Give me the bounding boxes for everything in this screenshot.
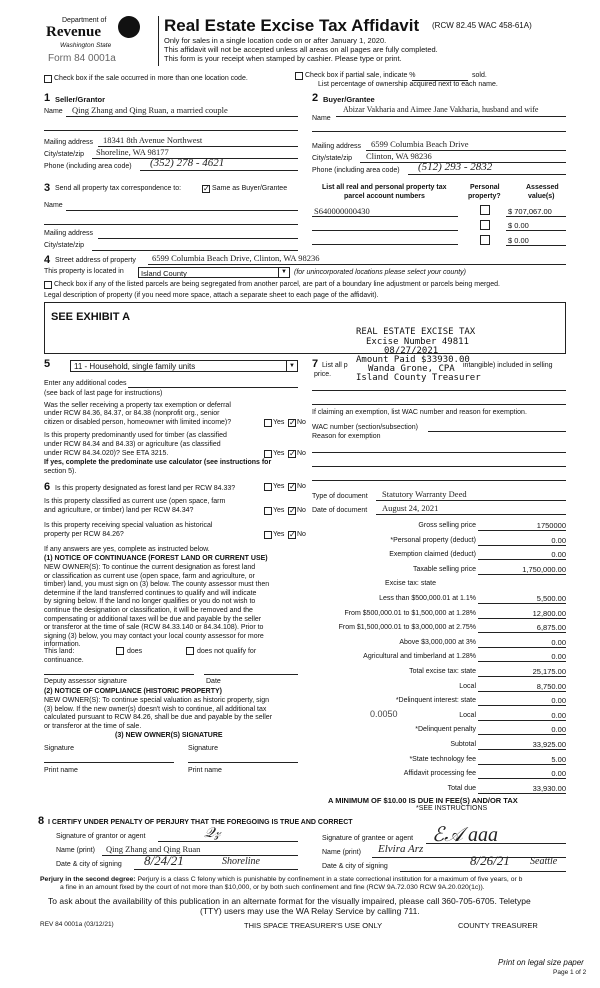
if-any-note: If any answers are yes, complete as instructed below. (44, 546, 210, 553)
buyer-city-label: City/state/zip (312, 155, 353, 162)
sig-label-left: Signature (44, 745, 74, 752)
notice-line: or classification as current use (open space, farm and agriculture, or (44, 572, 255, 580)
deputy-sig-label: Deputy assessor signature (44, 678, 127, 685)
buyer-city-value[interactable]: Clinton, WA 98236 (366, 151, 432, 161)
current-use-q-1: Is this property classified as current use (open space, farm (44, 498, 226, 505)
sold-label: sold. (472, 72, 487, 79)
grantee-name-value[interactable]: Elvira Arz (378, 843, 424, 855)
calc-value[interactable]: 33,925.00 (532, 740, 566, 749)
sec3-name-label: Name (44, 202, 63, 209)
grantor-city-value[interactable]: Shoreline (222, 856, 260, 867)
revenue-logo-text: Revenue (46, 24, 101, 40)
seller-phone-label: Phone (including area code) (44, 163, 132, 170)
excise-stamp-1: REAL ESTATE EXCISE TAX (356, 327, 476, 337)
grantee-date-label: Date & city of signing (322, 863, 388, 870)
buyer-heading: Buyer/Grantee (323, 95, 375, 104)
sec7-line-1 (312, 390, 566, 391)
historic-q-1: Is this property receiving special valuation as historical (44, 522, 213, 529)
page-number: Page 1 of 2 (553, 969, 587, 976)
sig-label-right: Signature (188, 745, 218, 752)
partial-sale-checkbox[interactable] (295, 72, 303, 80)
calc-line (478, 676, 566, 677)
calc-value[interactable]: 12,800.00 (532, 608, 566, 618)
assessed-line-1 (506, 216, 566, 217)
grantor-sig-label: Signature of grantor or agent (56, 833, 146, 840)
parcel-col-header-1: List all real and personal property tax (322, 184, 447, 191)
sec3-mail-line (98, 238, 298, 239)
calc-value[interactable]: 6,875.00 (536, 623, 566, 633)
same-as-buyer-checkbox[interactable]: ✓ (203, 184, 210, 193)
section-6-number: 6 (44, 481, 51, 493)
notice-line: or transferor at the time of sale (RCW 84.33.140 or 84.34.108). Prior to (44, 624, 264, 632)
calc-label: Gross selling price (418, 522, 476, 529)
section-4-number: 4 (44, 254, 51, 266)
calc-line (478, 603, 566, 604)
notice-line: (3) below. If the new owner(s) doesn't wish to continue, all additional tax (44, 705, 267, 713)
sig-line-left (44, 762, 174, 763)
calc-line (478, 793, 566, 794)
historic-yes-checkbox[interactable] (264, 531, 272, 539)
section-3-number: 3 (44, 182, 51, 194)
calc-line (478, 574, 566, 575)
seller-city-value[interactable]: Shoreline, WA 98177 (96, 147, 169, 157)
timber-no-label: No (297, 450, 306, 457)
excise-stamp-5: Wanda Grone, CPA (368, 364, 455, 374)
notice-line: calculated pursuant to RCW 84.26, shall be due and payable by the seller (44, 714, 273, 722)
exemption-no-label: No (297, 419, 306, 426)
calc-value[interactable]: 8,750.00 (536, 681, 566, 691)
perjury-heading: Perjury in the second degree: (40, 876, 136, 883)
current-use-q-2: and agriculture, or timber) land per RCW 84.34? (44, 507, 194, 514)
calc-line (478, 720, 566, 721)
calc-label: Local (459, 711, 476, 719)
seller-name-line-2 (44, 130, 298, 131)
subtitle-3: This form is your receipt when stamped by cashier. Please type or print. (164, 54, 402, 63)
parcel-line-3 (312, 244, 458, 245)
calc-label: Less than $500,000.01 at 1.1% (379, 595, 476, 602)
buyer-phone-label: Phone (including area code) (312, 167, 400, 174)
calc-label: Taxable selling price (412, 565, 476, 573)
print-name-right: Print name (188, 767, 222, 774)
boundary-label: Check box if any of the listed parcels are being segregated from another parcel, are part of a boundary line adjustment or parcels being merged. (54, 281, 500, 288)
notice-line: NEW OWNER(S): To continue the current designation as forest land (44, 564, 256, 571)
grantor-name-value[interactable]: Qing Zhang and Qing Ruan (106, 844, 201, 854)
seller-phone-line (140, 170, 298, 171)
doc-type-label: Type of document (312, 493, 368, 500)
section-1-number: 1 (44, 92, 51, 104)
current-use-yes-checkbox[interactable] (264, 507, 272, 515)
does-label: does (127, 648, 143, 655)
calc-value[interactable]: 1,750,000.00 (522, 564, 566, 574)
form-number: Form 84 0001a (48, 53, 116, 64)
parcel-line-2 (312, 230, 458, 231)
exemption-q-3: citizen or disabled person, homeowner with limited income)? (44, 419, 232, 426)
subtitle-1: Only for sales in a single location code on or after January 1, 2020. (164, 36, 387, 45)
timber-yes-checkbox[interactable] (264, 450, 272, 458)
calc-line (478, 618, 566, 619)
exemption-yes-label: Yes (273, 419, 285, 426)
sec7-text-3: intangible) included in selling (463, 362, 553, 369)
legal-desc-label: Legal description of property (if you need more space, attach a separate sheet to each page of the affidavit). (44, 292, 379, 299)
legal-desc-box[interactable] (44, 302, 566, 354)
notice-line: information. (44, 641, 81, 649)
sec7-line-2 (312, 404, 566, 405)
calc-line (478, 647, 566, 648)
partial-sale-label: Check box if partial sale, indicate % (305, 72, 416, 79)
assessed-col-header-2: value(s) (528, 193, 555, 200)
sec3-name-line (66, 210, 298, 211)
deputy-date-label: Date (206, 678, 221, 685)
doc-date-value[interactable]: August 24, 2021 (382, 503, 439, 513)
current-use-no-label: No (297, 507, 306, 514)
seller-mail-value[interactable]: 18341 8th Avenue Northwest (103, 135, 203, 145)
calc-line (478, 545, 566, 546)
assessed-line-2 (506, 230, 566, 231)
calc-label: Affidavit processing fee (403, 770, 476, 778)
does-checkbox[interactable] (116, 647, 124, 655)
personal-col-header-1: Personal (470, 184, 500, 191)
revenue-logo-icon (118, 16, 140, 38)
calc-line (478, 734, 566, 735)
personal-property-checkbox-3[interactable] (480, 235, 490, 245)
personal-col-header-2: property? (468, 193, 501, 200)
calc-label: Local (459, 682, 476, 690)
grantor-name-label: Name (print) (56, 847, 95, 854)
chevron-down-icon[interactable]: ▼ (286, 361, 297, 371)
forest-q: Is this property designated as forest land per RCW 84.33? (55, 485, 236, 492)
sec3-city-label: City/state/zip (44, 242, 85, 249)
seller-name-value[interactable]: Qing Zhang and Qing Ruan, a married couple (72, 105, 228, 115)
parcel-line-1 (312, 216, 458, 217)
forest-yes-checkbox[interactable] (264, 483, 272, 491)
reason-line-1 (312, 452, 566, 453)
print-name-left: Print name (44, 767, 78, 774)
assessed-line-3 (506, 245, 566, 246)
wac-number-line (428, 431, 566, 432)
rcw-reference: (RCW 82.45 WAC 458-61A) (432, 21, 532, 30)
county-select[interactable] (138, 267, 290, 278)
addl-codes-label: Enter any additional codes (44, 380, 127, 387)
section-2-number: 2 (312, 92, 319, 104)
timber-q-1: Is this property predominantly used for timber (as classified (44, 432, 227, 439)
sec3-city-line (92, 250, 298, 251)
certify-statement: I CERTIFY UNDER PENALTY OF PERJURY THAT THE FOREGOING IS TRUE AND CORRECT (48, 819, 353, 826)
assessed-value-3[interactable]: $ 0.00 (508, 236, 529, 245)
timber-q-3: under RCW 84.34.020)? See ETA 3215. (44, 450, 169, 457)
calc-label: Subtotal (450, 741, 476, 748)
personal-property-checkbox-1[interactable] (480, 205, 490, 215)
located-label: This property is located in (44, 268, 124, 275)
grantor-date-label: Date & city of signing (56, 861, 122, 868)
legal-size-note: Print on legal size paper (498, 958, 584, 967)
seller-name-line (66, 116, 298, 117)
buyer-phone-line (408, 174, 566, 175)
calc-label: *Personal property (deduct) (390, 536, 476, 544)
uninc-note: (for unincorporated locations please select your county) (294, 269, 466, 276)
notice-line: by signing below. If the land no longer qualifies or you do not wish to (44, 598, 256, 606)
calc-value[interactable]: 0.00 (551, 710, 566, 720)
calc-line (478, 749, 566, 750)
historic-q-2: property per RCW 84.26? (44, 531, 124, 538)
seller-city-label: City/state/zip (44, 151, 85, 158)
sec3-name-line-2 (44, 224, 298, 225)
exemption-q-2: under RCW 84.36, 84.37, or 84.38 (nonprofit org., senior (44, 410, 220, 417)
wac-number-label: WAC number (section/subsection) (312, 424, 418, 431)
reason-line-3 (312, 480, 566, 481)
legal-desc-value: SEE EXHIBIT A (51, 311, 131, 323)
local-rate: 0.0050 (370, 709, 398, 719)
does-not-label: does not qualify for (197, 648, 257, 655)
rev-form-id: REV 84 0001a (03/12/21) (40, 921, 114, 928)
exemption-wac-note: If claiming an exemption, list WAC number and reason for exemption. (312, 409, 527, 416)
alt-format-2: (TTY) users may use the WA Relay Service by calling 711. (200, 906, 420, 916)
notice-line: NEW OWNER(S): To continue special valuation as historic property, sign (44, 697, 269, 704)
county-treasurer-label: COUNTY TREASURER (458, 921, 538, 930)
street-value[interactable]: 6599 Columbia Beach Drive, Clinton, WA 98236 (152, 253, 320, 263)
exemption-no-checkbox[interactable]: ✓ (289, 418, 296, 427)
chevron-down-icon[interactable]: ▼ (278, 268, 289, 277)
excise-stamp-3: 08/27/2021 (384, 346, 439, 356)
current-use-yes-label: Yes (273, 507, 285, 514)
boundary-checkbox[interactable] (44, 281, 52, 289)
assessed-value-2[interactable]: $ 0.00 (508, 221, 529, 230)
calc-value[interactable]: 0.00 (551, 535, 566, 545)
multi-location-label: Check box if the sale occurred in more than one location code. (54, 75, 248, 82)
deputy-date-line (204, 674, 298, 675)
forest-yes-label: Yes (273, 483, 285, 490)
calc-line (478, 778, 566, 779)
buyer-mail-value[interactable]: 6599 Columbia Beach Drive (371, 139, 469, 149)
calc-value[interactable]: 25,175.00 (532, 667, 566, 676)
page-title: Real Estate Excise Tax Affidavit (164, 16, 420, 35)
exemption-yes-checkbox[interactable] (264, 419, 272, 427)
calc-value[interactable]: 0.00 (551, 769, 566, 779)
perjury-line-1 (40, 876, 522, 883)
calc-value[interactable]: 33,930.00 (532, 783, 566, 793)
buyer-name-line-2 (312, 131, 566, 132)
county-select-value: Island County (141, 269, 187, 278)
sec7-text-1: List all p (322, 362, 348, 369)
current-use-no-checkbox[interactable]: ✓ (289, 506, 296, 515)
doc-date-label: Date of document (312, 507, 368, 514)
calc-line (478, 691, 566, 692)
calc-line (478, 661, 566, 662)
calc-value[interactable]: 5.00 (551, 754, 566, 764)
divider-vertical (158, 16, 159, 66)
exemption-q-1: Was the seller receiving a property tax exemption or deferral (44, 402, 231, 409)
calc-line (478, 632, 566, 633)
notice-line: determine if the land transferred continues to qualify and will indicate (44, 589, 257, 597)
new-owner-sig-heading: (3) NEW OWNER(S) SIGNATURE (115, 732, 223, 739)
exemption-reason-label: Reason for exemption (312, 433, 381, 440)
subtitle-2: This affidavit will not be accepted unless all areas on all pages are fully completed. (164, 45, 438, 54)
treasurer-use-label: THIS SPACE TREASURER'S USE ONLY (244, 921, 383, 930)
notice-line: signing (3) below, you may contact your local county assessor for more (44, 632, 264, 640)
timber-note-1: If yes, complete the predominate use calculator (see instructions for (44, 459, 272, 466)
alt-format-1: To ask about the availability of this publication in an alternate format for the visually impaired, please call 360-705-6705. Teletype (48, 896, 531, 906)
timber-q-2: under RCW 84.34 and 84.33) or agriculture (as classified (44, 441, 221, 448)
calc-line (478, 705, 566, 706)
buyer-name-line (336, 116, 566, 117)
calc-label: Total due (447, 784, 476, 792)
perjury-text-1: Perjury is a class C felony which is punishable by confinement in a state correctional institution for a maximum of five years, or b (137, 876, 523, 883)
calc-label: *Delinquent interest: state (395, 697, 476, 705)
buyer-phone-value[interactable]: (512) 293 - 2832 (418, 161, 493, 173)
notice-line: timber) land, you must sign on (3) below. The county assessor must then (44, 581, 270, 589)
calc-value[interactable]: 1750000 (536, 521, 566, 530)
buyer-name-label: Name (312, 115, 331, 122)
forest-no-checkbox[interactable]: ✓ (289, 482, 296, 491)
calc-label: *Delinquent penalty (415, 726, 476, 734)
calc-label: Excise tax: state (385, 580, 436, 588)
calc-value[interactable]: 0.00 (551, 725, 566, 735)
timber-no-checkbox[interactable]: ✓ (289, 449, 296, 458)
grantor-date-line (134, 869, 298, 870)
forest-no-label: No (297, 483, 306, 490)
section-8-number: 8 (38, 815, 45, 827)
grantor-date-value[interactable]: 8/24/21 (144, 853, 184, 868)
seller-mail-label: Mailing address (44, 139, 94, 146)
grantee-sig-label: Signature of grantee or agent (322, 835, 414, 842)
list-pct-label: List percentage of ownership acquired next to each name. (318, 81, 498, 88)
calc-label: From $1,500,000.01 to $3,000,000 at 2.75% (338, 624, 476, 632)
grantee-date-line (400, 871, 566, 872)
calc-label: Agricultural and timberland at 1.28% (363, 653, 476, 661)
timber-yes-label: Yes (273, 450, 285, 457)
historic-yes-label: Yes (273, 531, 285, 538)
calc-line (478, 559, 566, 560)
grantor-name-line (102, 855, 298, 856)
seller-heading: Seller/Grantor (55, 95, 106, 104)
sec3-text: Send all property tax correspondence to: (55, 185, 182, 192)
addl-codes-line (128, 387, 298, 388)
use-code-value: 11 - Household, single family units (74, 362, 196, 371)
calc-label: Above $3,000,000 at 3% (399, 638, 476, 646)
grantor-signature[interactable]: 𝒬𝓏 (204, 826, 221, 841)
grantor-sig-line (158, 841, 298, 842)
notice-line: or transferor at the time of sale. (44, 722, 142, 730)
excise-stamp-2: Excise Number 49811 (366, 337, 469, 347)
parcel-col-header-2: parcel account numbers (344, 193, 425, 200)
buyer-mail-label: Mailing address (312, 143, 362, 150)
deputy-sig-line (44, 674, 194, 675)
excise-stamp-4: Amount Paid $33930.00 (356, 355, 470, 365)
calc-line (478, 764, 566, 765)
calc-value[interactable]: 0.00 (551, 696, 566, 706)
continuance-label: continuance. (44, 657, 84, 664)
sig-line-right (188, 762, 298, 763)
calc-line (478, 530, 566, 531)
notice-compliance-heading: (2) NOTICE OF COMPLIANCE (HISTORIC PROPERTY) (44, 688, 222, 695)
same-as-buyer-label: Same as Buyer/Grantee (212, 185, 288, 192)
does-not-checkbox[interactable] (186, 647, 194, 655)
doc-type-line (376, 500, 566, 501)
calc-value[interactable]: 0.00 (551, 652, 566, 662)
addl-codes-note: (see back of last page for instructions) (44, 390, 163, 397)
calc-label: From $500,000.01 to $1,500,000 at 1.28% (344, 609, 476, 617)
reason-line-2 (312, 466, 566, 467)
personal-property-checkbox-2[interactable] (480, 220, 490, 230)
notice-line: compensating or additional taxes will be due and payable by the seller (44, 615, 262, 623)
sec3-mail-label: Mailing address (44, 230, 94, 237)
calc-value[interactable]: 0.00 (551, 637, 566, 647)
excise-stamp-6: Island County Treasurer (356, 373, 481, 383)
calc-label: Total excise tax: state (409, 668, 476, 675)
calc-label: *State technology fee (409, 755, 476, 763)
perjury-line-2: a fine in an amount fixed by the court of not more than $10,000, or by both such confinement and fine (RCW 9A.72.030 RCW 9A.20.020(1c)). (60, 884, 485, 891)
multi-location-checkbox[interactable] (44, 75, 52, 83)
doc-date-line (376, 514, 566, 515)
wa-state-label: Washington State (60, 42, 112, 49)
calc-value[interactable]: 5,500.00 (536, 594, 566, 603)
assessed-col-header-1: Assessed (526, 184, 559, 191)
calc-value[interactable]: 0.00 (551, 550, 566, 560)
doc-type-value[interactable]: Statutory Warranty Deed (382, 489, 467, 499)
grantee-name-label: Name (print) (322, 849, 361, 856)
section-7-number: 7 (312, 358, 319, 370)
dept-of-label: Department of (62, 17, 107, 24)
timber-note-2: section 5). (44, 468, 77, 475)
street-label: Street address of property (55, 257, 136, 264)
buyer-name-value[interactable]: Abizar Vakharia and Aimee Jane Vakharia, husband and wife (343, 105, 539, 114)
historic-no-checkbox[interactable]: ✓ (289, 530, 296, 539)
grantee-signature[interactable]: ℰ𝒜 aaa (432, 824, 499, 846)
sec7-text-2: price. (314, 371, 332, 378)
parcel-number-1[interactable]: S640000000430 (314, 206, 370, 216)
minimum-due-note: A MINIMUM OF $10.00 IS DUE IN FEE(S) AND/OR TAX (328, 796, 518, 805)
calc-label: Exemption claimed (deduct) (389, 551, 476, 559)
this-land-label: This land: (44, 648, 75, 655)
grantee-date-value[interactable]: 8/26/21 (470, 853, 510, 868)
historic-no-label: No (297, 531, 306, 538)
seller-name-label: Name (44, 108, 63, 115)
grantee-city-value[interactable]: Seattle (530, 856, 558, 867)
notice-line: continue the designation or classification, it will be removed and the (44, 607, 253, 614)
seller-phone-value[interactable]: (352) 278 - 4621 (150, 157, 225, 169)
street-line (148, 264, 566, 265)
see-instructions: *SEE INSTRUCTIONS (416, 805, 488, 812)
assessed-value-1[interactable]: $ 707,067.00 (508, 207, 552, 216)
section-5-number: 5 (44, 358, 51, 370)
use-code-select[interactable] (70, 360, 298, 372)
notice-continuance-heading: (1) NOTICE OF CONTINUANCE (FOREST LAND OR CURRENT USE) (44, 555, 268, 562)
